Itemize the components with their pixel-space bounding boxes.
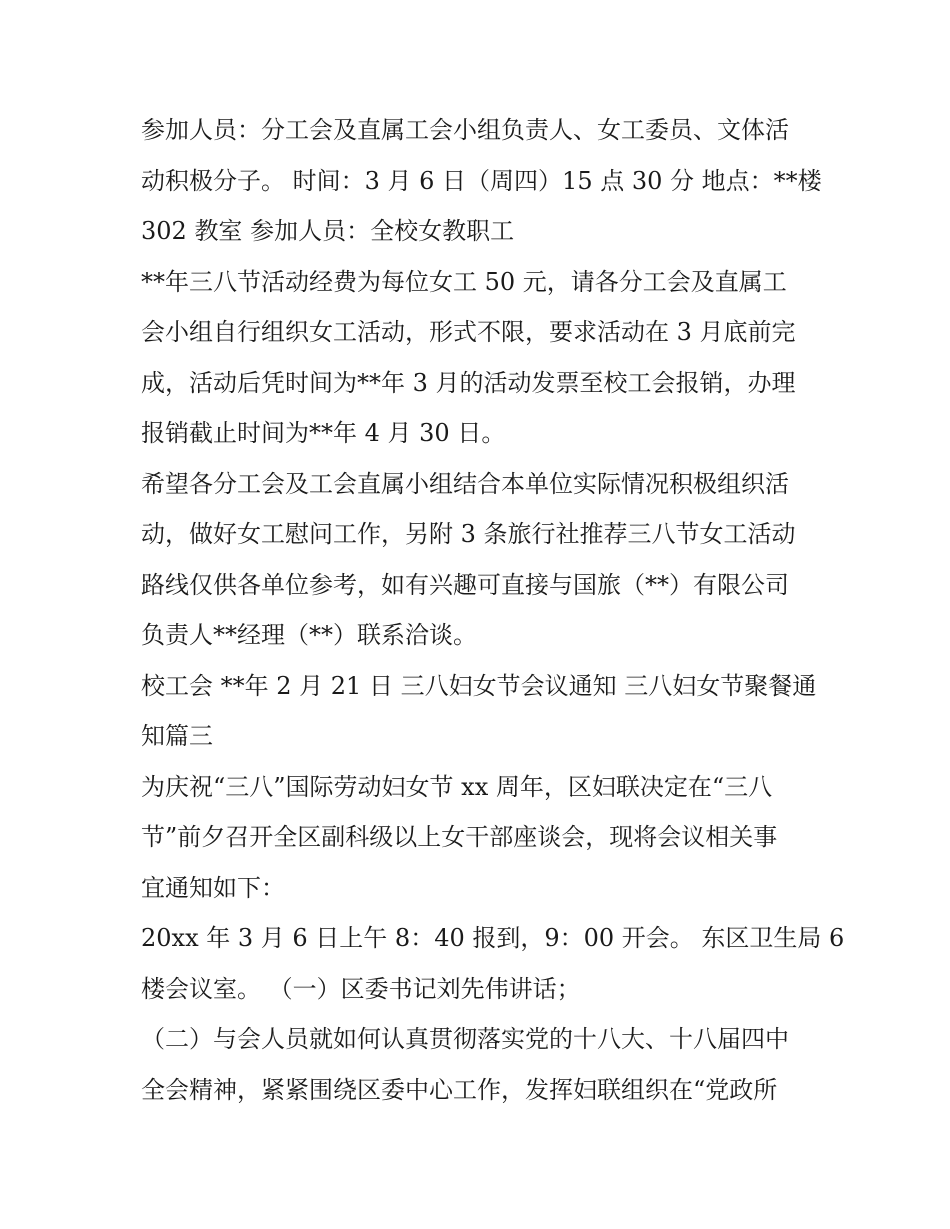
document-body xyxy=(141,105,845,1115)
text-line: 知篇三 xyxy=(141,722,213,750)
text-line: 报销截止时间为**年 4 月 30 日。 xyxy=(141,419,506,447)
text-line: 全会精神，紧紧围绕区委中心工作，发挥妇联组织在“党政所 xyxy=(141,1075,778,1104)
text-line: 302 教室 参加人员：全校女教职工 xyxy=(141,217,515,245)
text-line: **年三八节活动经费为每位女工 50 元，请各分工会及直属工 xyxy=(141,267,787,296)
text-line: 负责人**经理（**）联系洽谈。 xyxy=(141,621,477,649)
text-line: 楼会议室。 （一）区委书记刘先伟讲话； xyxy=(141,974,581,1003)
text-line: 节”前夕召开全区副科级以上女干部座谈会，现将会议相关事 xyxy=(141,823,778,851)
text-line: 动，做好女工慰问工作，另附 3 条旅行社推荐三八节女工活动 xyxy=(141,520,796,548)
text-line: （二）与会人员就如何认真贯彻落实党的十八大、十八届四中 xyxy=(141,1025,789,1053)
text-line: 为庆祝“三八”国际劳动妇女节 xx 周年，区妇联决定在“三八 xyxy=(141,772,773,801)
text-line: 校工会 **年 2 月 21 日 三八妇女节会议通知 三八妇女节聚餐通 xyxy=(141,671,817,700)
text-line: 希望各分工会及工会直属小组结合本单位实际情况积极组织活 xyxy=(141,469,789,498)
text-line: 成，活动后凭时间为**年 3 月的活动发票至校工会报销，办理 xyxy=(141,368,796,397)
text-line: 动积极分子。 时间：3 月 6 日（周四）15 点 30 分 地点：**楼 xyxy=(141,166,822,195)
text-line: 路线仅供各单位参考，如有兴趣可直接与国旅（**）有限公司 xyxy=(141,570,789,599)
text-line: 会小组自行组织女工活动，形式不限，要求活动在 3 月底前完 xyxy=(141,318,796,346)
text-line: 宜通知如下： xyxy=(141,873,285,902)
text-line: 参加人员：分工会及直属工会小组负责人、女工委员、文体活 xyxy=(141,116,789,144)
text-line: 20xx 年 3 月 6 日上午 8：40 报到，9：00 开会。 东区卫生局 6 xyxy=(141,924,845,952)
